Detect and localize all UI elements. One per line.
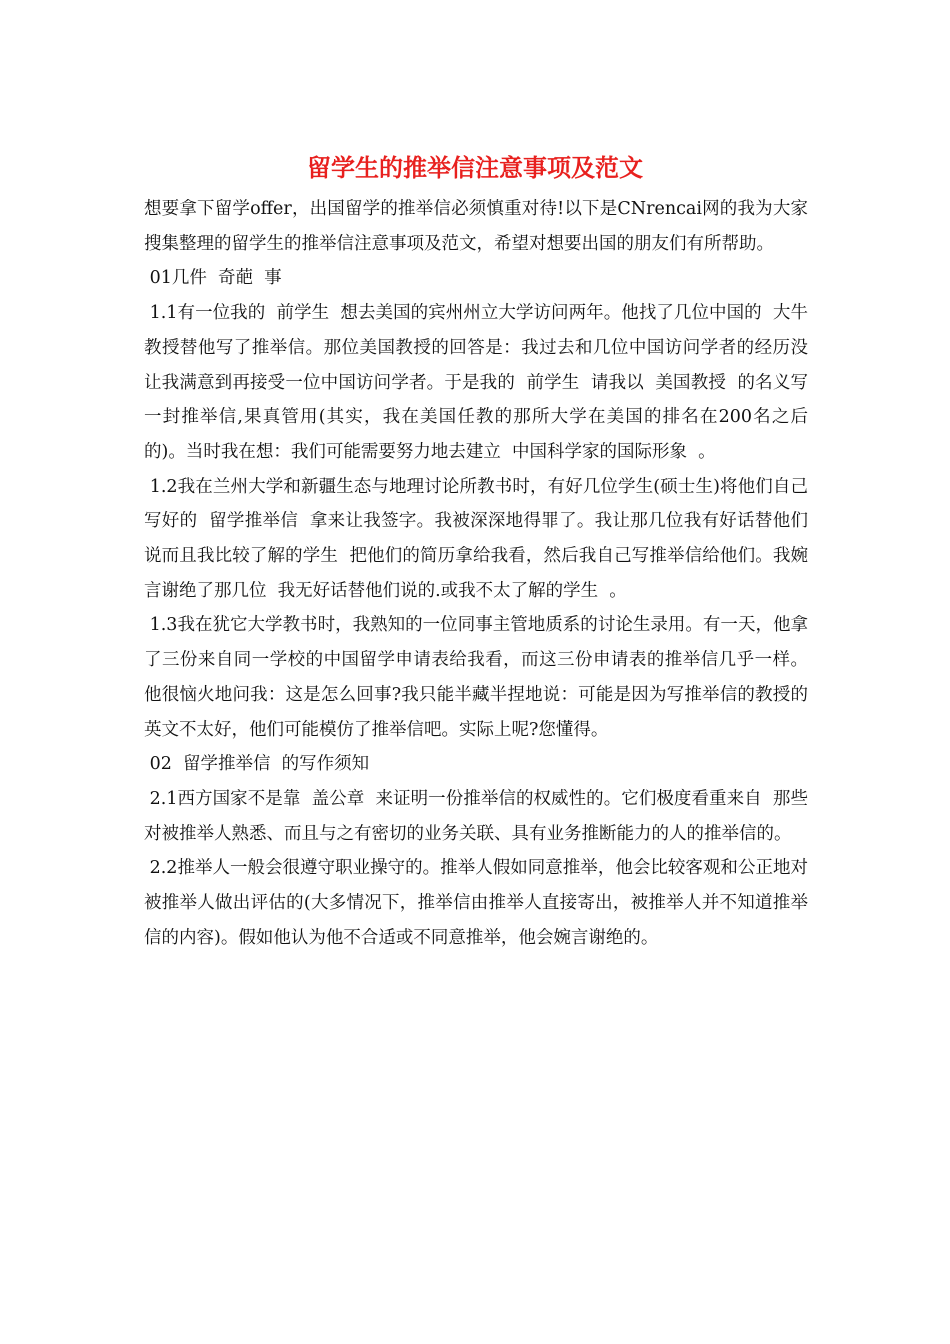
paragraph-1-3: 1.3我在犹它大学教书时，我熟知的一位同事主管地质系的讨论生录用。有一天，他拿了三份来自同一学校的中国留学申请表给我看，而这三份申请表的推举信几乎一样。他很恼火地问我：这是怎么回事?我只能半藏半捏地说：可能是因为写推举信的教授的英文不太好，他们可能模仿了推举信吧。实际上呢?您懂得。 — [144, 615, 808, 740]
paragraph-2-1: 2.1西方国家不是靠 盖公章 来证明一份推举信的权威性的。它们极度看重来自 那些对被推举人熟悉、而且与之有密切的业务关联、具有业务推断能力的人的推举信的。 — [144, 788, 808, 844]
paragraph-1-2: 1.2我在兰州大学和新疆生态与地理讨论所教书时，有好几位学生(硕士生)将他们自己写好的 留学推举信 拿来让我签字。我被深深地得罪了。我让那几位我有好话替他们说而且我比较了解的学生 把他们的简历拿给我看，然后我自己写推举信给他们。我婉言谢绝了那几位 我无好话替他们说的.或我不太了解的学生 。 — [144, 476, 808, 601]
section-heading-02: 02 留学推举信 的写作须知 — [144, 754, 370, 775]
section-heading-01: 01几件 奇葩 事 — [144, 268, 282, 289]
document-title: 留学生的推举信注意事项及范文 — [307, 153, 643, 182]
document-body — [144, 192, 820, 955]
paragraph-1-1: 1.1有一位我的 前学生 想去美国的宾州州立大学访问两年。他找了几位中国的 大牛 教授替他写了推举信。那位美国教授的回答是：我过去和几位中国访问学者的经历没让我满意到再接受一位中国访问学者。于是我的 前学生 请我以 美国教授 的名义写一封推举信,果真管用(其实，我在美国任教的那所大学在美国的排名在200名之后的)。当时我在想：我们可能需要努力地去建立 中国科学家的国际形象 。 — [144, 303, 820, 462]
paragraph-intro: 想要拿下留学offer，出国留学的推举信必须慎重对待!以下是CNrencai网的我为大家搜集整理的留学生的推举信注意事项及范文，希望对想要出国的朋友们有所帮助。 — [144, 199, 808, 254]
paragraph-2-2: 2.2推举人一般会很遵守职业操守的。推举人假如同意推举，他会比较客观和公正地对被推举人做出评估的(大多情况下，推举信由推举人直接寄出，被推举人并不知道推举信的内容)。假如他认为他不合适或不同意推举，他会婉言谢绝的。 — [144, 858, 808, 948]
